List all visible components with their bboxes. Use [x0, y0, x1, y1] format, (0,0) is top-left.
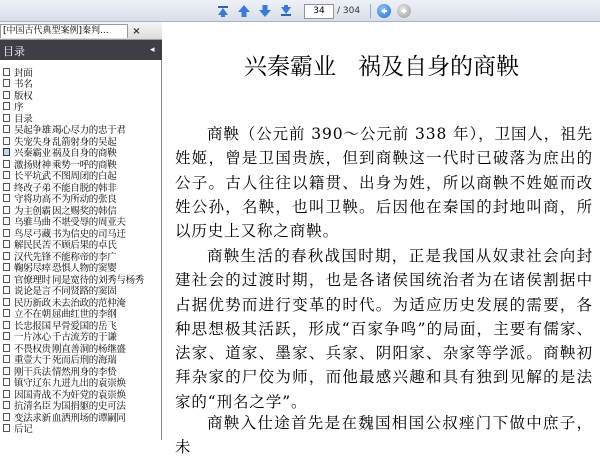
bookmark-page-icon: [3, 102, 10, 110]
bookmark-page-icon: [3, 137, 10, 145]
bookmark-page-icon: [3, 332, 10, 340]
toc-item-title: 不为所动的张良: [52, 194, 117, 206]
toc-item-section: 书名: [14, 79, 33, 91]
last-page-button[interactable]: [277, 2, 295, 20]
bookmark-page-icon: [3, 378, 10, 386]
toc-item-section: 乌骓马曲: [14, 217, 51, 229]
toc-item-section: 鞠躬尽瘁: [14, 263, 51, 275]
toc-item-title: 因之赐奖的韩信: [52, 205, 117, 217]
toc-item-section: 序: [14, 102, 24, 114]
table-of-contents: [0, 66, 161, 440]
toc-item-title: 未去治政的范仲淹: [52, 297, 126, 309]
toc-item-section: 说论是言: [14, 286, 51, 298]
toc-item-section: 鸟尽弓藏: [14, 228, 51, 240]
bookmark-page-icon: [3, 148, 10, 156]
toc-item-title: 不能自脱的韩非: [52, 182, 117, 194]
bookmark-page-icon: [3, 91, 10, 99]
toc-item-title: 屈曲红世的李纲: [52, 309, 117, 321]
toc-item-title: 死而后刑的海瑞: [52, 355, 117, 367]
chapter-title-part2: 祸及自身的商鞅: [358, 54, 519, 80]
toc-item-section: 长平坑武: [14, 171, 51, 183]
bookmark-page-icon: [3, 217, 10, 225]
toc-item-title: 为国捐躯的史可法: [52, 401, 126, 413]
toc-item-section: 刚干兵法: [14, 366, 51, 378]
toc-item-section: 吴起争雄: [14, 125, 51, 137]
document-page: [163, 22, 600, 457]
arrow-down-icon: [258, 4, 272, 18]
toc-item-title: 不堪受辱的周亚夫: [52, 217, 126, 229]
page-navigation: [214, 2, 417, 20]
toc-item-section: 镇守辽东: [14, 378, 51, 390]
toc-item-section: 解民民苦: [14, 240, 51, 252]
back-button[interactable]: [377, 4, 391, 18]
document-tab-bar: [0, 22, 162, 40]
bookmark-page-icon: [3, 183, 10, 191]
page-total-label: / 304: [337, 6, 361, 16]
toc-item-title: 不图周闭的白起: [52, 171, 117, 183]
bookmark-page-icon: [3, 390, 10, 398]
paragraph-2: 商鞅生活的春秋战国时期，正是我国从奴隶社会向封建社会的过渡时期，也是各诸侯国统治者为在诸侯割据中占据优势而进行变革的时代。为适应历史发展的需要，各种思想极其活跃，形成“百家争鸣”的局面，主要有儒家、法家、道家、墨家、兵家、阴阳家、杂家等学派。商鞅初拜杂家的尸佼为师，而他最感兴趣和具有独到见解的是法家的“刑名之学”。: [175, 247, 593, 411]
close-tab-icon[interactable]: ×: [132, 26, 141, 37]
toc-item-section: 封面: [14, 67, 33, 79]
toc-item-title: 不顾后果的卓氏: [52, 240, 117, 252]
toc-item-section: 兴秦霸业: [14, 148, 51, 160]
toc-item-title: 同是宽待的刘秀与杨秀: [52, 274, 145, 286]
forward-arrow-icon: [400, 7, 408, 15]
viewer-toolbar: [0, 0, 600, 22]
bookmark-page-icon: [3, 413, 10, 421]
toc-item-section: 民历新政: [14, 297, 51, 309]
toc-item-title: 不能称帝的李广: [52, 251, 117, 263]
bookmark-page-icon: [3, 240, 10, 248]
document-tab[interactable]: [中国古代典型案例]秦判...: [0, 24, 128, 38]
bookmark-page-icon: [3, 160, 10, 168]
toc-item-section: 一片冰心: [14, 332, 51, 344]
toc-item-title: 不同贤路的窦固: [52, 286, 117, 298]
bookmark-page-icon: [3, 171, 10, 179]
toc-item-title: 不为奸党的袁崇焕: [52, 389, 126, 401]
toc-item-title: 情然刑身的李贽: [52, 366, 117, 378]
chapter-title-part1: 兴秦霸业: [244, 54, 336, 80]
toc-item-section: 失宠失身: [14, 136, 51, 148]
forward-button[interactable]: [397, 4, 411, 18]
bookmark-page-icon: [3, 263, 10, 271]
toc-item-section: 激扬财神: [14, 159, 51, 171]
back-arrow-icon: [380, 7, 388, 15]
bookmark-page-icon: [3, 229, 10, 237]
toc-item-section: 守将功高: [14, 194, 51, 206]
toc-item-section: 版权: [14, 90, 33, 102]
first-page-button[interactable]: [214, 2, 232, 20]
toc-item-title: 乱箭射身的吴起: [52, 136, 117, 148]
paragraph-1: 商鞅（公元前 390～公元前 338 年），卫国人，祖先姓姬，曾是卫国贵族，但到商鞅这一代时已破落为庶出的公子。古人往往以籍贯、出身为姓，所以商鞅不姓姬而改姓公孙，名鞅，也叫卫鞅。后因他在秦国的封地叫商，所以历史上又称之商鞅。: [175, 125, 593, 241]
bookmark-page-icon: [3, 114, 10, 122]
bookmark-page-icon: [3, 344, 10, 352]
chapter-title: [163, 48, 600, 81]
arrow-up-icon: [237, 4, 251, 18]
page-number-input[interactable]: [304, 4, 334, 19]
bookmark-page-icon: [3, 309, 10, 317]
paragraph-3: 商鞅入仕途首先是在魏国相国公叔痤门下做中庶子，未: [175, 414, 593, 457]
bookmark-page-icon: [3, 79, 10, 87]
next-page-button[interactable]: [256, 2, 274, 20]
bookmark-page-icon: [3, 275, 10, 283]
last-page-icon: [279, 4, 293, 18]
toc-item-section: 立不在朝: [14, 309, 51, 321]
bookmark-page-icon: [3, 125, 10, 133]
bookmark-page-icon: [3, 355, 10, 363]
toc-item-section: 为主创霸: [14, 205, 51, 217]
bookmark-page-icon: [3, 367, 10, 375]
toc-item-title: 九进九出的袁崇焕: [52, 378, 126, 390]
bookmark-page-icon: [3, 298, 10, 306]
toc-item-section: 汉代先锋: [14, 251, 51, 263]
bookmark-page-icon: [3, 424, 10, 432]
toc-item-section: 抗清名臣: [14, 401, 51, 413]
collapse-panel-icon[interactable]: ◂: [150, 45, 155, 55]
toc-item-title: 血洒刑场的谭嗣同: [52, 412, 126, 424]
first-page-icon: [216, 4, 230, 18]
toc-item-title: 书为信史的司马迁: [52, 228, 126, 240]
toc-item-section: 官僚理时: [14, 274, 51, 286]
toc-item-title: 刚直善洞的杨继盛: [52, 343, 126, 355]
toc-item-title: 竭心尽力的忠于君: [52, 125, 126, 137]
toc-item-section: 长忠报国: [14, 320, 51, 332]
bookmark-page-icon: [3, 286, 10, 294]
toc-item-title: 早骨爱国的岳飞: [52, 320, 117, 332]
bookmark-page-icon: [3, 401, 10, 409]
toc-item-title: 千古流芳的于谦: [52, 332, 117, 344]
bookmark-page-icon: [3, 194, 10, 202]
bookmark-page-icon: [3, 321, 10, 329]
toc-item-title: 祸及自身的商鞅: [52, 148, 117, 160]
panel-title: 目录: [3, 45, 25, 58]
toc-item-section: 因国青战: [14, 389, 51, 401]
panel-header: [0, 40, 162, 60]
bookmark-page-icon: [3, 68, 10, 76]
toc-item-title: 恐惧人物的窦婴: [52, 263, 117, 275]
bookmark-page-icon: [3, 206, 10, 214]
toc-item-section: 重壹大于: [14, 355, 51, 367]
toc-item-section: 后记: [14, 424, 33, 436]
toc-item-section: 终改子弟: [14, 182, 51, 194]
bookmark-page-icon: [3, 252, 10, 260]
toc-item-section: 不畏权贵: [14, 343, 51, 355]
toc-item-section: 变法求新: [14, 412, 51, 424]
toc-item-title: 乘势一呼的商鞅: [52, 159, 117, 171]
toc-item[interactable]: [3, 423, 161, 435]
toc-item-section: 目录: [14, 113, 33, 125]
toolbar-divider: [370, 4, 371, 18]
previous-page-button[interactable]: [235, 2, 253, 20]
bookmarks-panel: [0, 22, 162, 440]
